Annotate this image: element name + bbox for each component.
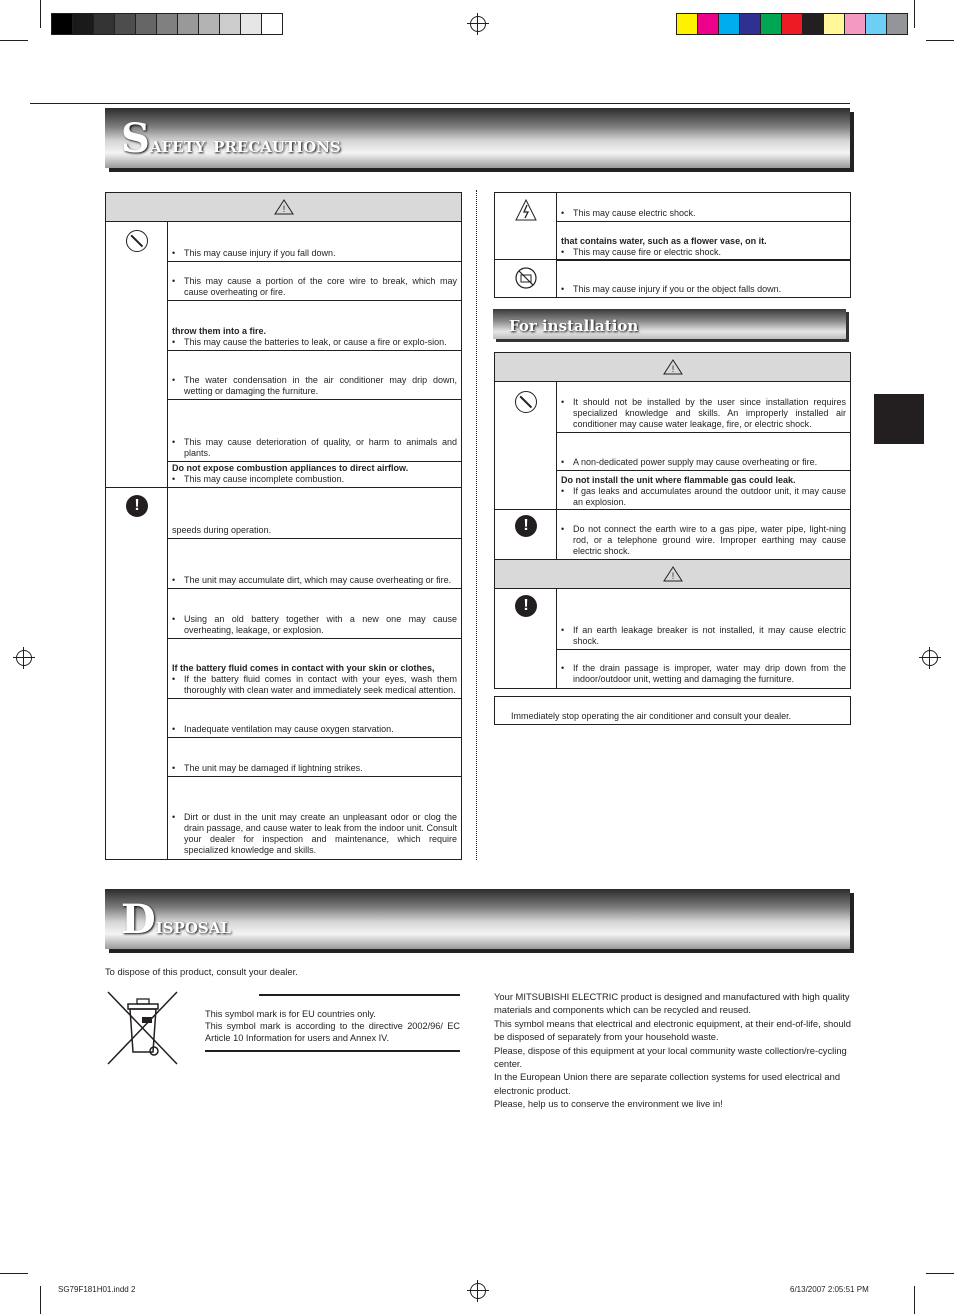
color-swatch [72,13,94,35]
row-heading: that contains water, such as a flower vase, on it. [561,236,767,246]
table-header-caution [495,559,850,589]
table-row [557,649,850,687]
symbol-note-2: This symbol mark is according to the directive 2002/96/ EC Article 10 Information for users and Annex IV. [205,1021,460,1043]
row-text: speeds during operation. [172,525,272,535]
warning-triangle-icon [663,359,683,375]
installation-heading: For installation [509,317,639,335]
row-bullet: • Inadequate ventilation may cause oxygen starvation. [172,724,457,735]
table-row [168,698,461,737]
page-title: Safety precautions [121,115,341,162]
row-bullet: • This may cause the batteries to leak, or cause a fire or explo-sion. [172,337,457,348]
disposal-info [494,990,851,1111]
footer-file: SG79F181H01.indd 2 [58,1285,136,1294]
color-swatch [135,13,157,35]
color-swatch [676,13,698,35]
crop-mark [926,1273,954,1274]
color-swatch [219,13,241,35]
row-heading: throw them into a fire. [172,326,267,336]
color-swatch [886,13,908,35]
mandatory-icon: ! [515,515,537,537]
warning-table-right [494,192,851,298]
installation-table [494,352,851,689]
table-row [557,382,850,432]
table-header-warning [495,353,850,382]
row-bullet: • A non-dedicated power supply may cause overheating or fire. [561,457,846,468]
color-swatch [739,13,761,35]
color-swatch [865,13,887,35]
table-row [557,432,850,470]
registration-mark-left-icon [16,650,32,666]
top-rule [30,103,850,104]
notice-text: Immediately stop operating the air conditioner and consult your dealer. [511,711,792,721]
prohibited-icon [515,391,537,413]
crossed-out-bin-icon [106,990,179,1066]
row-bullet: • Dirt or dust in the unit may create an unpleasant odor or clog the drain passage, and cause water to leak from the indoor unit. Consult your dealer for inspection and maintenance, which require specialized knowledge and skills. [172,812,457,856]
color-calibration-bar [677,13,908,33]
color-swatch [198,13,220,35]
crop-mark [0,40,28,41]
color-swatch [177,13,199,35]
color-swatch [51,13,73,35]
row-heading: Do not expose combustion appliances to direct airflow. [172,463,409,473]
row-bullet: • This may cause injury if you or the object falls down. [561,284,846,295]
row-bullet: • Do not connect the earth wire to a gas pipe, water pipe, light-ning rod, or a telephone ground wire. Improper earthing may cause electric shock. [561,524,846,557]
table-row [168,488,461,538]
disposal-title: Disposal [121,896,231,943]
info-paragraph: In the European Union there are separate collection systems for used electrical and electronic product. [494,1071,841,1096]
crop-mark [0,1273,28,1274]
mandatory-icon: ! [515,595,537,617]
row-bullet: • If the drain passage is improper, water may drip down from the indoor/outdoor unit, wetting and damaging the furniture. [561,663,846,685]
svg-text:!: ! [671,364,674,374]
warning-table-left [105,192,462,860]
color-swatch [802,13,824,35]
footer-date: 6/13/2007 2:05:51 PM [790,1285,869,1294]
table-row [557,588,850,649]
color-swatch [156,13,178,35]
table-row [168,538,461,588]
table-row [168,737,461,776]
color-swatch [240,13,262,35]
table-row [557,260,850,297]
color-swatch [844,13,866,35]
disposal-intro: To dispose of this product, consult your dealer. [105,966,298,977]
electric-shock-icon [515,199,537,221]
table-row [168,300,461,350]
rule [259,994,460,996]
warning-triangle-icon [274,199,294,215]
prohibited-icon [126,230,148,252]
table-row [557,193,850,221]
table-row [557,470,850,510]
row-bullet: • If gas leaks and accumulates around the outdoor unit, it may cause an explosion. [561,486,846,508]
row-heading: Do not install the unit where flammable gas could leak. [561,475,796,485]
safety-title-banner [105,108,850,168]
crop-mark [40,1286,41,1314]
table-row [168,350,461,399]
color-swatch [823,13,845,35]
svg-text:!: ! [671,571,674,581]
table-row [168,461,461,487]
row-bullet: • This may cause electric shock. [561,208,846,219]
color-swatch [760,13,782,35]
disposal-title-banner [105,889,850,949]
color-swatch [781,13,803,35]
row-bullet: • The water condensation in the air conditioner may drip down, wetting or damaging the furniture. [172,375,457,397]
color-swatch [93,13,115,35]
table-row [168,261,461,300]
row-bullet: • The unit may accumulate dirt, which may cause overheating or fire. [172,575,457,586]
table-row [168,588,461,638]
table-row [168,399,461,461]
installation-heading-banner [493,309,846,339]
color-swatch [261,13,283,35]
crop-mark [926,40,954,41]
row-bullet: • If an earth leakage breaker is not installed, it may cause electric shock. [561,625,846,647]
table-row [168,776,461,858]
registration-mark-bottom-icon [470,1283,486,1299]
color-swatch [718,13,740,35]
caution-triangle-icon [663,566,683,582]
mandatory-icon: ! [126,495,148,517]
notice-box [494,696,851,725]
row-bullet: • This may cause a portion of the core wire to break, which may cause overheating or fire. [172,276,457,298]
column-separator [476,190,477,860]
row-bullet: • If the battery fluid comes in contact with your eyes, wash them thoroughly with clean water and immediately seek medical attention. [172,674,457,696]
table-row [557,221,850,260]
info-paragraph: This symbol means that electrical and electronic equipment, at their end-of-life, should be disposed of separately from your household waste. [494,1017,851,1043]
info-paragraph: Your MITSUBISHI ELECTRIC product is designed and manufactured with high quality materials and components which can be recycled and reused. [494,991,850,1016]
row-bullet: • It should not be installed by the user since installation requires specialized knowledge and skills. An improperly installed air conditioner may cause water leakage, fire, or electric shock. [561,397,846,430]
row-bullet: • Using an old battery together with a new one may cause overheating, leakage, or explosion. [172,614,457,636]
row-heading: If the battery fluid comes in contact with your skin or clothes, [172,663,435,673]
table-row [168,222,461,261]
crop-mark [914,1286,915,1314]
no-standing-icon [515,267,537,289]
registration-mark-top-icon [470,16,486,32]
grey-calibration-bar [52,13,283,33]
table-header [106,193,461,222]
rule [205,1050,460,1052]
table-row [168,638,461,698]
section-tab [874,394,924,444]
row-bullet: • This may cause fire or electric shock. [561,247,846,258]
svg-text:!: ! [282,204,285,214]
crop-mark [914,0,915,28]
crop-mark [40,0,41,28]
row-bullet: • This may cause incomplete combustion. [172,474,457,485]
row-bullet: • This may cause deterioration of quality, or harm to animals and plants. [172,437,457,459]
symbol-note-1: This symbol mark is for EU countries only. [205,1009,376,1019]
color-swatch [697,13,719,35]
row-bullet: • This may cause injury if you fall down. [172,248,457,259]
row-bullet: • The unit may be damaged if lightning strikes. [172,763,457,774]
registration-mark-right-icon [922,650,938,666]
table-row [557,510,850,559]
info-paragraph: Please, dispose of this equipment at your local community waste collection/re-cycling center. [494,1044,847,1070]
info-paragraph: Please, help us to conserve the environment we live in! [494,1098,723,1110]
color-swatch [114,13,136,35]
